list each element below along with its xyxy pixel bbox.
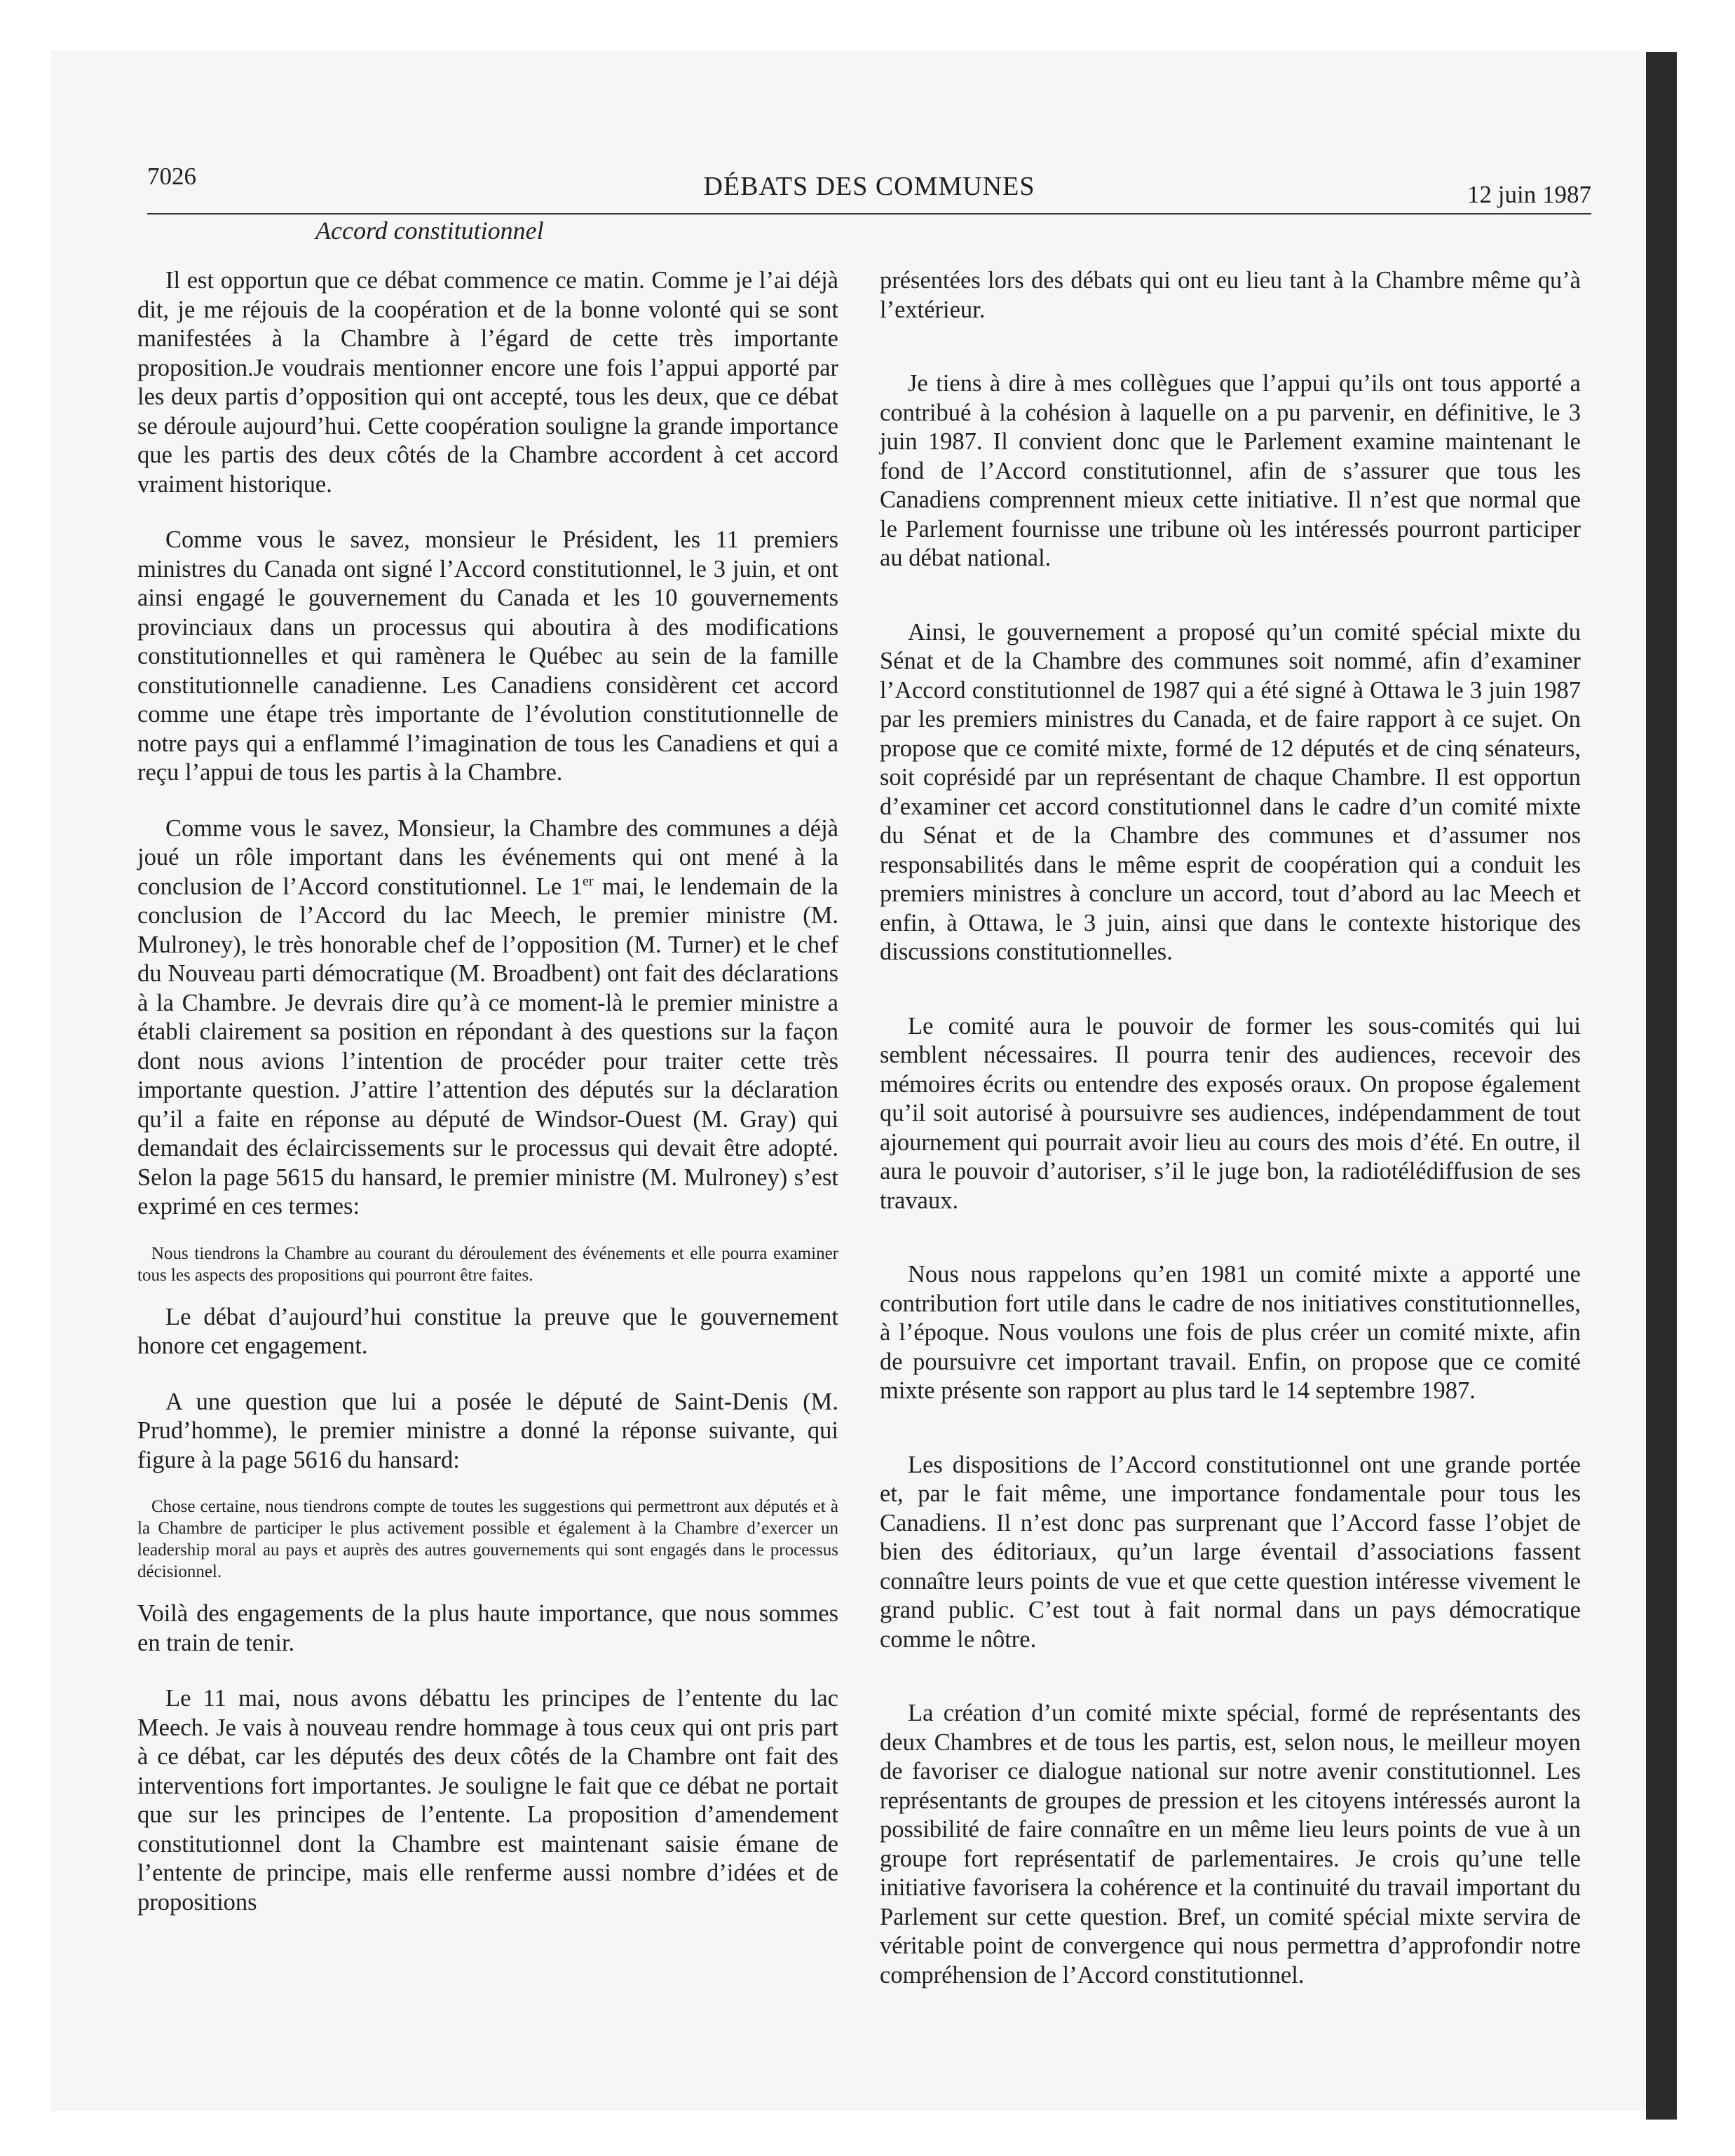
paragraph: Comme vous le savez, monsieur le Président, les 11 premiers ministres du Canada ont signé l’Accord constitutionnel, le 3 juin, et ont ainsi engagé le gouvernement du Canada et les 10 gouvernements provinciaux dans un processus qui aboutira à des modifications constitutionnelles et qui ramènera le Québec au sein de la famille constitutionnelle canadienne. Les Canadiens considèrent cet accord comme une étape très importante de l’évolution constitutionnelle de notre pays qui a enflammé l’imagination de tous les Canadiens et qui a reçu l’appui de tous les partis à la Chambre. <box>137 526 838 786</box>
paragraph: Les dispositions de l’Accord constitutionnel ont une grande portée et, par le fait même, une importance fondamentale pour tous les Canadiens. Il n’est donc pas surprenant que l’Accord fasse l’objet de bien des éditoriaux, qu’un large éventail d’associations fassent connaître leurs points de vue et que cette question intéresse vivement le grand public. C’est tout à fait normal dans un pays démocratique comme le nôtre. <box>880 1451 1581 1653</box>
ordinal-superscript: er <box>583 873 594 889</box>
paragraph: Le 11 mai, nous avons débattu les principes de l’entente du lac Meech. Je vais à nouveau rendre hommage à tous ceux qui ont pris part à ce débat, car les députés des deux côtés de la Chambre ont fait des interventions fort importantes. Je souligne le fait que ce débat ne portait que sur les principes de l’entente. La proposition d’amendement constitutionnel dont la Chambre est maintenant saisie émane de l’entente de principe, mais elle renferme aussi nombre d’idées et de propositions <box>137 1685 838 1916</box>
scan-edge-shadow <box>1646 52 1677 2120</box>
paragraph-text: mai, le lendemain de la conclusion de l’Accord du lac Meech, le premier ministre (M. Mulroney), le très honorable chef de l’opposition (M. Turner) et le chef du Nouveau parti démocratique (M. Broadbent) ont fait des déclarations à la Chambre. Je devrais dire qu’à ce moment-là le premier ministre a établi clairement sa position en répondant à des questions sur la façon dont nous avions l’intention de procéder pour traiter cette très importante question. J’attire l’attention des députés sur la déclaration qu’il a faite en réponse au député de Windsor-Ouest (M. Gray) qui demandait des éclaircissements sur le processus qui devait être adopté. Selon la page 5615 du hansard, le premier ministre (M. Mulroney) s’est exprimé en ces termes: <box>137 873 838 1220</box>
page-number: 7026 <box>147 163 196 190</box>
paragraph: Nous nous rappelons qu’en 1981 un comité mixte a apporté une contribution fort utile dans le cadre de nos initiatives constitutionnelles, à l’époque. Nous voulons une fois de plus créer un comité mixte, afin de poursuivre cet important travail. Enfin, on propose que ce comité mixte présente son rapport au plus tard le 14 septembre 1987. <box>880 1261 1581 1404</box>
paragraph: Ainsi, le gouvernement a proposé qu’un comité spécial mixte du Sénat et de la Chambre des communes soit nommé, afin d’examiner l’Accord constitutionnel de 1987 qui a été signé à Ottawa le 3 juin 1987 par les premiers ministres du Canada, et de faire rapport à ce sujet. On propose que ce comité mixte, formé de 12 députés et de cinq sénateurs, soit coprésidé par un représentant de chaque Chambre. Il est opportun d’examiner cet accord constitutionnel dans le cadre d’un comité mixte du Sénat et de la Chambre des communes et d’assumer nos responsabilités dans le même esprit de coopération qui a conduit les premiers ministres à conclure un accord, tout d’abord au lac Meech et enfin, à Ottawa, le 3 juin, ainsi que dans le contexte historique des discussions constitutionnelles. <box>880 618 1581 965</box>
paragraph: Il est opportun que ce débat commence ce matin. Comme je l’ai déjà dit, je me réjouis de la coopération et de la bonne volonté qui se sont manifestées à la Chambre à l’égard de cette très importante proposition.Je voudrais mentionner encore une fois l’appui apporté par les deux partis d’opposition qui ont accepté, tous les deux, que ce débat se déroule aujourd’hui. Cette coopération souligne la grande importance que les partis des deux côtés de la Chambre accordent à cet accord vraiment historique. <box>137 267 838 498</box>
paragraph-text: Comme vous le savez, Monsieur, la Chambre des communes a déjà joué un rôle important dans les événements qui ont mené à la conclusion de l’Accord constitutionnel. Le 1 <box>137 814 838 900</box>
paragraph: Voilà des engagements de la plus haute importance, que nous sommes en train de tenir. <box>137 1600 838 1656</box>
paragraph: Le débat d’aujourd’hui constitue la preuve que le gouvernement honore cet engagement. <box>137 1303 838 1359</box>
journal-title: DÉBATS DES COMMUNES <box>703 172 1035 201</box>
right-column <box>880 266 1581 1990</box>
paragraph: La création d’un comité mixte spécial, formé de représentants des deux Chambres et de tous les partis, est, selon nous, le meilleur moyen de favoriser ce dialogue national sur notre avenir constitutionnel. Les représentants de groupes de pression et les citoyens intéressés auront la possibilité de faire connaître en un même lieu leurs points de vue à un groupe fort représentatif de parlementaires. Je crois qu’une telle initiative favorisera la cohérence et la continuité du travail important du Parlement sur cette question. Bref, un comité spécial mixte servira de véritable point de convergence qui nous permettra d’approfondir notre compréhension de l’Accord constitutionnel. <box>880 1700 1581 1988</box>
quotation: Chose certaine, nous tiendrons compte de toutes les suggestions qui permettront aux députés et à la Chambre de participer le plus activement possible et également à la Chambre d’exercer un leadership moral au pays et auprès des autres gouvernements qui sont engagés dans le processus décisionnel. <box>137 1497 838 1581</box>
paragraph: A une question que lui a posée le député de Saint-Denis (M. Prud’homme), le premier ministre a donné la réponse suivante, qui figure à la page 5616 du hansard: <box>137 1388 838 1473</box>
paragraph <box>137 814 838 1222</box>
section-title: Accord constitutionnel <box>315 217 544 245</box>
page-header <box>147 163 1591 214</box>
paragraph: Le comité aura le pouvoir de former les sous-comités qui lui semblent nécessaires. Il pourra tenir des audiences, recevoir des mémoires écrits ou entendre des exposés oraux. On propose également qu’il soit autorisé à poursuivre ses audiences, indépendamment de tout ajournement qui pourrait avoir lieu au cours des mois d’été. En outre, il aura le pouvoir d’autoriser, s’il le juge bon, la radiotélédiffusion de ses travaux. <box>880 1012 1581 1214</box>
paragraph: Je tiens à dire à mes collègues que l’appui qu’ils ont tous apporté a contribué à la cohésion à laquelle on a pu parvenir, en définitive, le 3 juin 1987. Il convient donc que le Parlement examine maintenant le fond de l’Accord constitutionnel, afin de s’assurer que tous les Canadiens comprennent mieux cette initiative. Il n’est que normal que le Parlement fournisse une tribune où les intéressés pourront participer au débat national. <box>880 370 1581 571</box>
issue-date: 12 juin 1987 <box>1467 181 1591 208</box>
left-column <box>137 266 838 1917</box>
quotation: Nous tiendrons la Chambre au courant du déroulement des événements et elle pourra examiner tous les aspects des propositions qui pourront être faites. <box>137 1243 838 1285</box>
paragraph: présentées lors des débats qui ont eu lieu tant à la Chambre même qu’à l’extérieur. <box>880 267 1581 323</box>
